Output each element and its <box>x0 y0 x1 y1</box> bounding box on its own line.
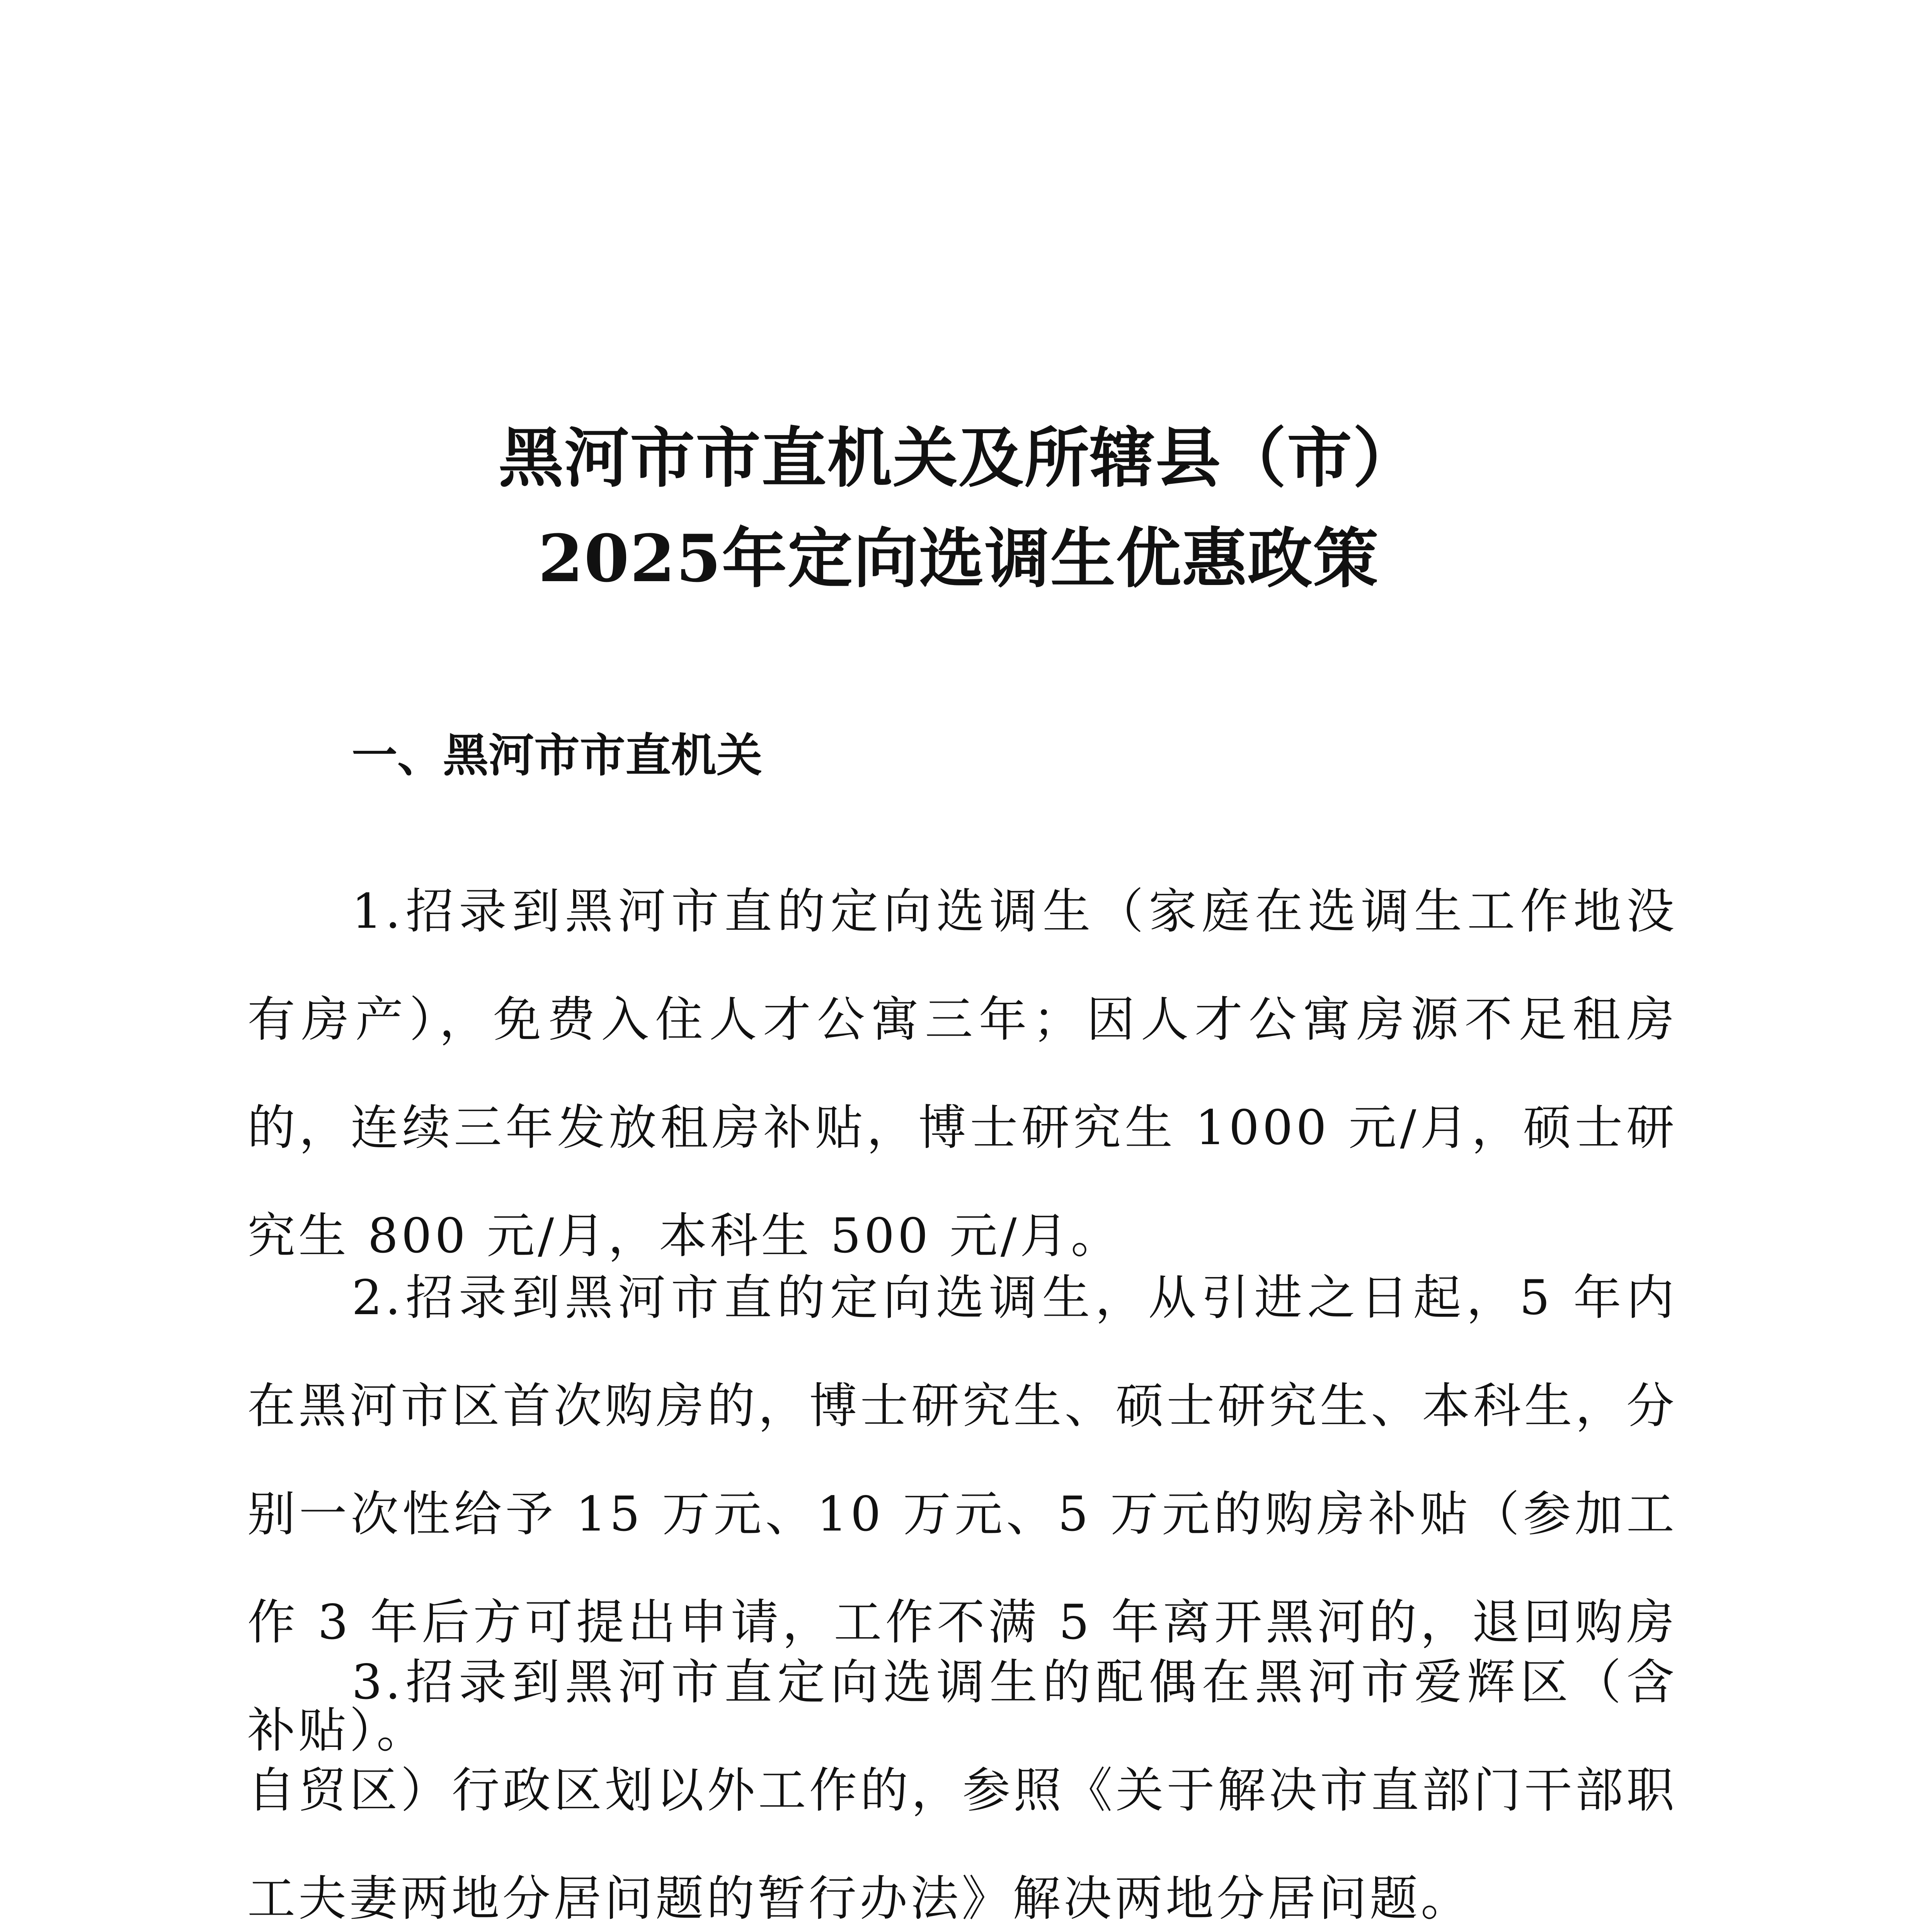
document-title-line-1: 黑河市市直机关及所辖县（市） <box>499 420 1418 496</box>
section-1-paragraph-1: 1.招录到黑河市直的定向选调生（家庭在选调生工作地没有房产），免费入住人才公寓三年；因人才公寓房源不足租房的，连续三年发放租房补贴，博士研究生 1000 元/月，硕士研究生 800 元/月，本科生 500 元/月。 <box>247 884 1677 1264</box>
document-title-line-2: 2025年定向选调生优惠政策 <box>538 520 1379 597</box>
section-1-paragraph-3: 3.招录到黑河市直定向选调生的配偶在黑河市爱辉区（含自贸区）行政区划以外工作的，参照《关于解决市直部门干部职工夫妻两地分居问题的暂行办法》解决两地分居问题。 <box>247 1655 1677 1927</box>
section-1-heading: 一、黑河市市直机关 <box>352 729 763 782</box>
section-1-paragraph-2: 2.招录到黑河市直的定向选调生，从引进之日起，5 年内在黑河市区首次购房的，博士研究生、硕士研究生、本科生，分别一次性给予 15 万元、10 万元、5 万元的购房补贴（参加工作 3 年后方可提出申请，工作不满 5 年离开黑河的，退回购房补贴）。 <box>247 1270 1677 1759</box>
